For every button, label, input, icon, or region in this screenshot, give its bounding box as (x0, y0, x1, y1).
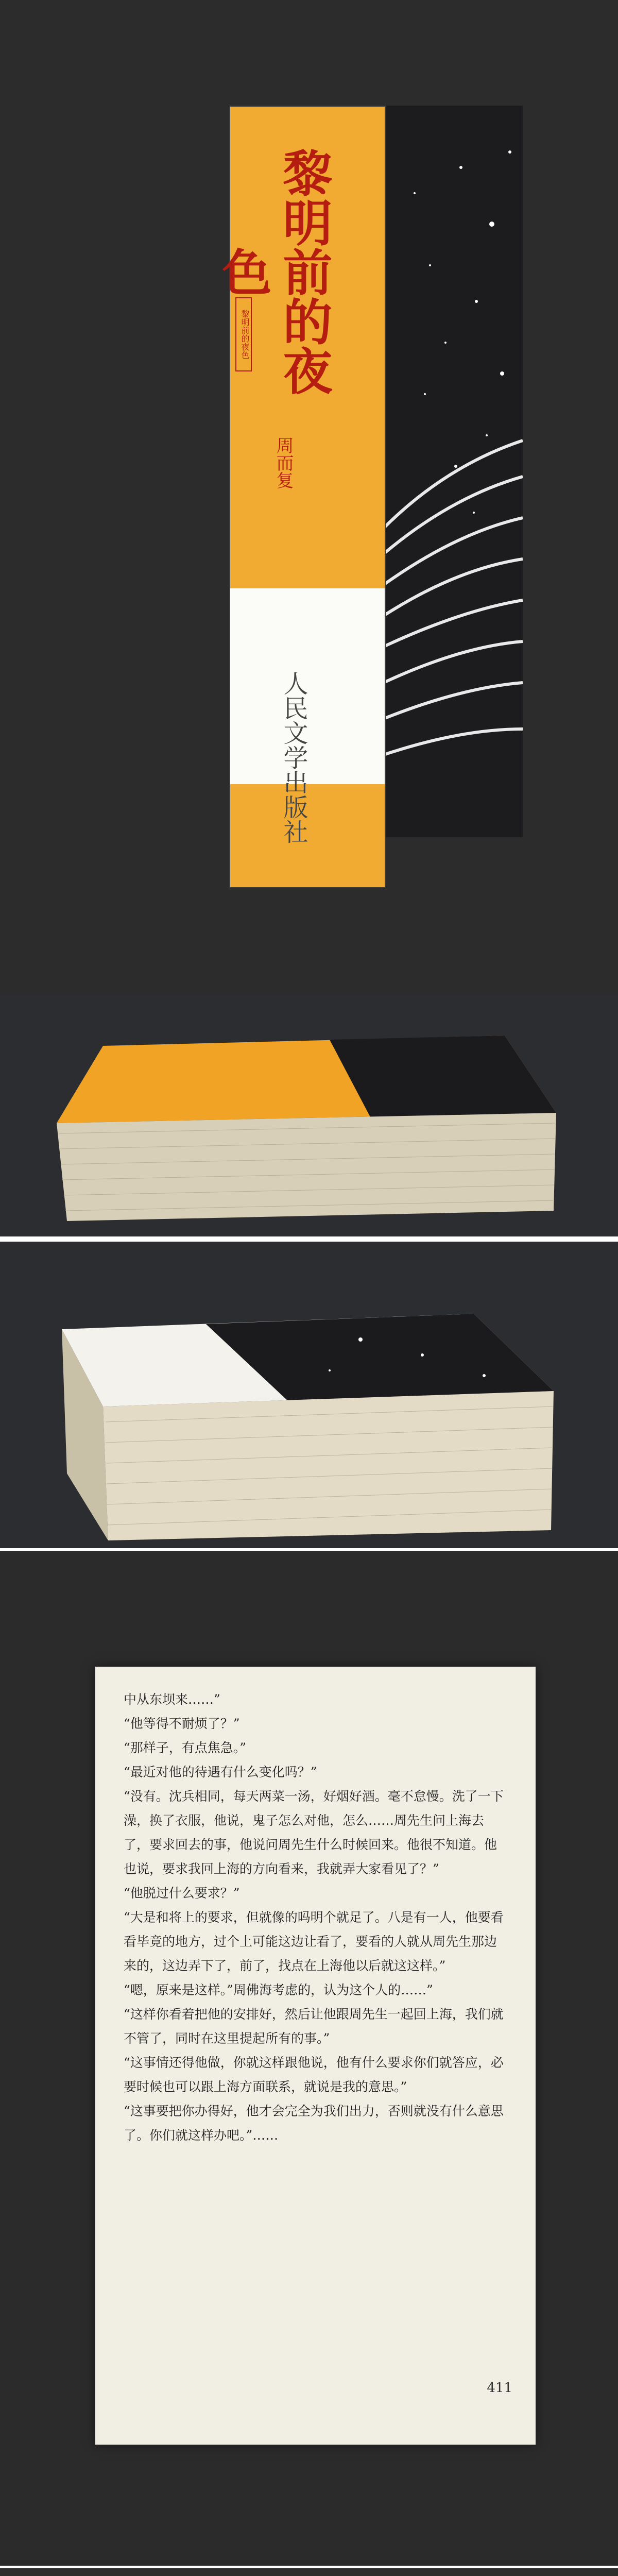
paragraph: “这事情还得他做，你就这样跟他说，他有什么要求你们就答应，必要时候也可以跟上海方面联系，就说是我的意思。” (124, 2055, 504, 2094)
interior-page (95, 1667, 536, 2445)
night-sky-illustration (384, 106, 523, 837)
interior-page-photo (0, 1551, 618, 2566)
page-body-text (124, 1687, 507, 2147)
open-book-photo (0, 2568, 618, 2576)
paragraph: “嗯，原来是这样。”周佛海考虑的，认为这个人的……” (124, 1982, 433, 1997)
spine-title: 黎明前的夜色 (214, 148, 333, 395)
book-block-top (0, 994, 618, 1236)
paragraph: “最近对他的待遇有什么变化吗？” (124, 1765, 317, 1780)
paragraph: “这事要把你办得好，他才会完全为我们出力，否则就没有什么意思了。你们就这样办吧。”…… (124, 2104, 504, 2143)
back-cover-strip (384, 106, 523, 837)
book-top-edge-photo (0, 994, 618, 1236)
spine-author: 周而复 (273, 436, 294, 489)
book-spine (214, 106, 386, 888)
paragraph: “他脱过什么要求？” (124, 1886, 240, 1901)
book-bottom-edge-photo (0, 1242, 618, 1548)
paragraph: “他等得不耐烦了？” (124, 1716, 240, 1731)
page-number: 411 (487, 2380, 512, 2396)
spine-photo (0, 0, 618, 994)
paragraph: “这样你看着把他的安排好，然后让他跟周先生一起回上海，我们就不管了，同时在这里提起所有的事。” (124, 2007, 504, 2046)
paragraph: “大是和将上的要求，但就像的吗明个就足了。八是有一人，他要看看毕竟的地方，过个上可能这边让看了，要看的人就从周先生那边来的，这边弄下了，前了，找点在上海他以后就这这样。” (124, 1910, 504, 1973)
paragraph: “那样子，有点焦急。” (124, 1740, 247, 1755)
open-book (0, 2568, 618, 2576)
spine-label-sticker: 黎明前的夜色 (235, 297, 252, 371)
book-block-bottom (0, 1242, 618, 1548)
paragraph: 中从东坝来……” (124, 1692, 220, 1707)
spine-publisher: 人民文学出版社 (279, 671, 308, 844)
paragraph: “没有。沈兵相同，每天两菜一汤，好烟好酒。毫不怠慢。洗了一下澡，换了衣服，他说，鬼子怎么对他，怎么……周先生问上海去了，要求回去的事，他说问周先生什么时候回来。他很不知道。他也说，要求我回上海的方向看来，我就弄大家看见了？” (124, 1789, 504, 1876)
